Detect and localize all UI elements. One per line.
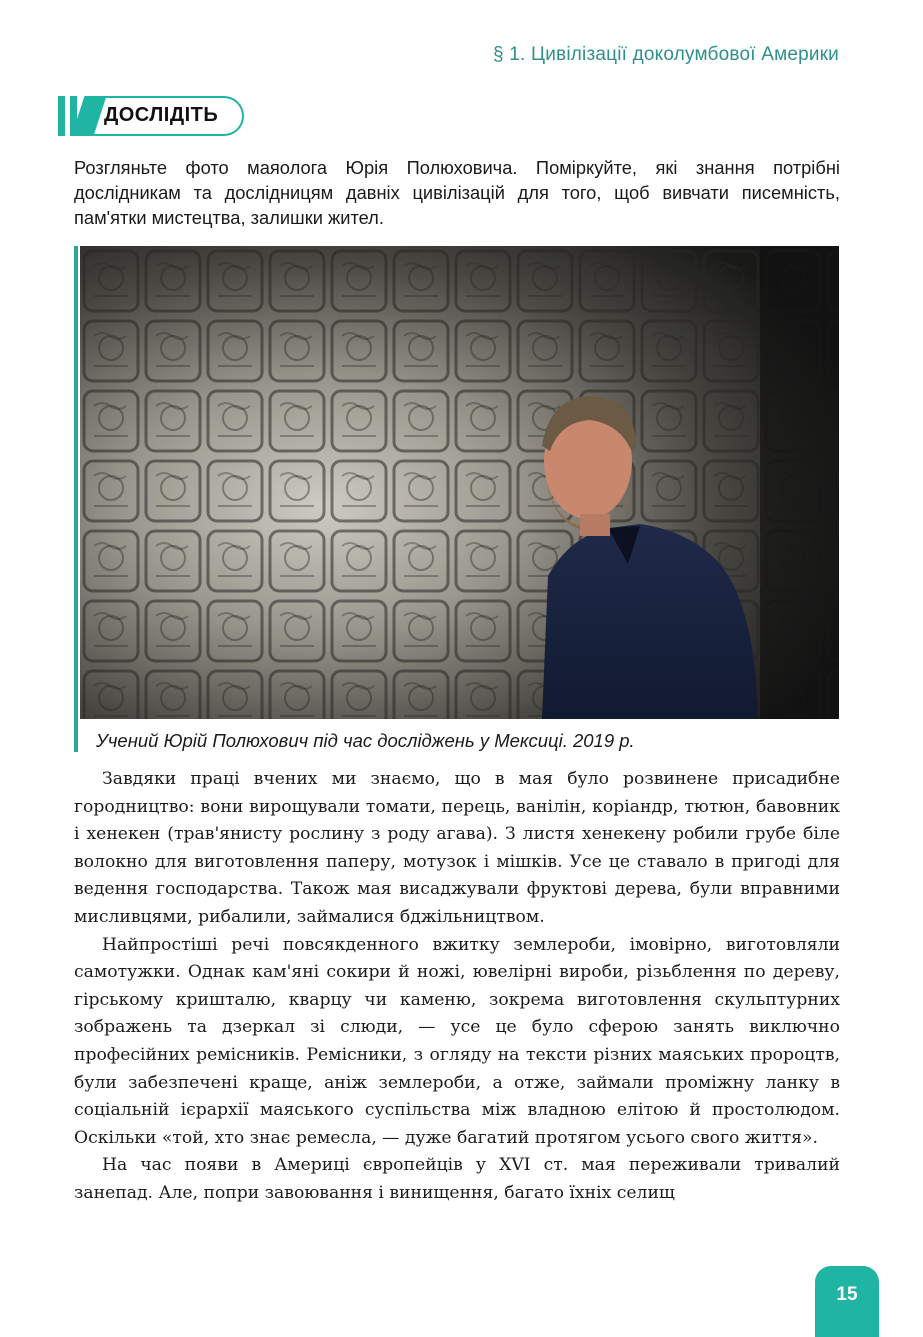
photo-figure bbox=[80, 246, 839, 719]
page-number: 15 bbox=[836, 1284, 858, 1305]
body-paragraph-1: Завдяки праці вчених ми знаємо, що в мая було розвинене присадибне городництво: вони вирощували томати, перець, ванілін, коріандр, тютюн, бавовник і хенекен (трав'янисту рослину з роду агава). З листя хенекену робили грубе біле волокно для виготовлення паперу, мотузок і мішків. Усе це ставало в пригоді для ведення господарства. Також мая висаджували фруктові дерева, були вправними мисливцями, рибалили, займалися бджільництвом. bbox=[74, 769, 840, 927]
running-head: § 1. Цивілізації доколумбової Америки bbox=[492, 44, 839, 65]
explore-badge bbox=[58, 96, 248, 136]
photo-image bbox=[80, 246, 839, 719]
photo-caption: Учений Юрій Полюхович під час досліджень у Мексиці. 2019 р. bbox=[96, 730, 635, 751]
body-paragraph-2: Найпростіші речі повсякденного вжитку землероби, імовірно, виготовляли самотужки. Однак кам'яні сокири й ножі, ювелірні вироби, різьблення по дереву, гірському кришталю, кварцу чи каменю, зокрема виготовлення скульптурних зображень та дзеркал зі слюди, — усе це було сферою занять виключно професійних ремісників. Ремісники, з огляду на тексти різних маяських пророцтв, були забезпечені краще, аніж землероби, а отже, займали проміжну ланку в соціальній ієрархії маяського суспільства між владною елітою й простолюдом. Оскільки «той, хто знає ремесла, — дуже багатий протягом усього свого життя». bbox=[74, 934, 840, 1148]
body-text bbox=[74, 766, 840, 1208]
photo-accent-rule bbox=[74, 246, 78, 752]
explore-label: ДОСЛІДІТЬ bbox=[104, 104, 219, 126]
intro-paragraph: Розгляньте фото маяолога Юрія Полюховича. Поміркуйте, які знання потрібні дослідникам та дослідницям давніх цивілізацій для того, щоб вивчати писемність, пам'ятки мистецтва, залишки жител. bbox=[74, 157, 840, 228]
page-number-tab bbox=[815, 1266, 879, 1337]
badge-bar-left bbox=[58, 96, 65, 136]
body-paragraph-3: На час появи в Америці європейців у XVI ст. мая переживали тривалий занепад. Але, попри завоювання і винищення, багато їхніх селищ bbox=[74, 1155, 840, 1203]
